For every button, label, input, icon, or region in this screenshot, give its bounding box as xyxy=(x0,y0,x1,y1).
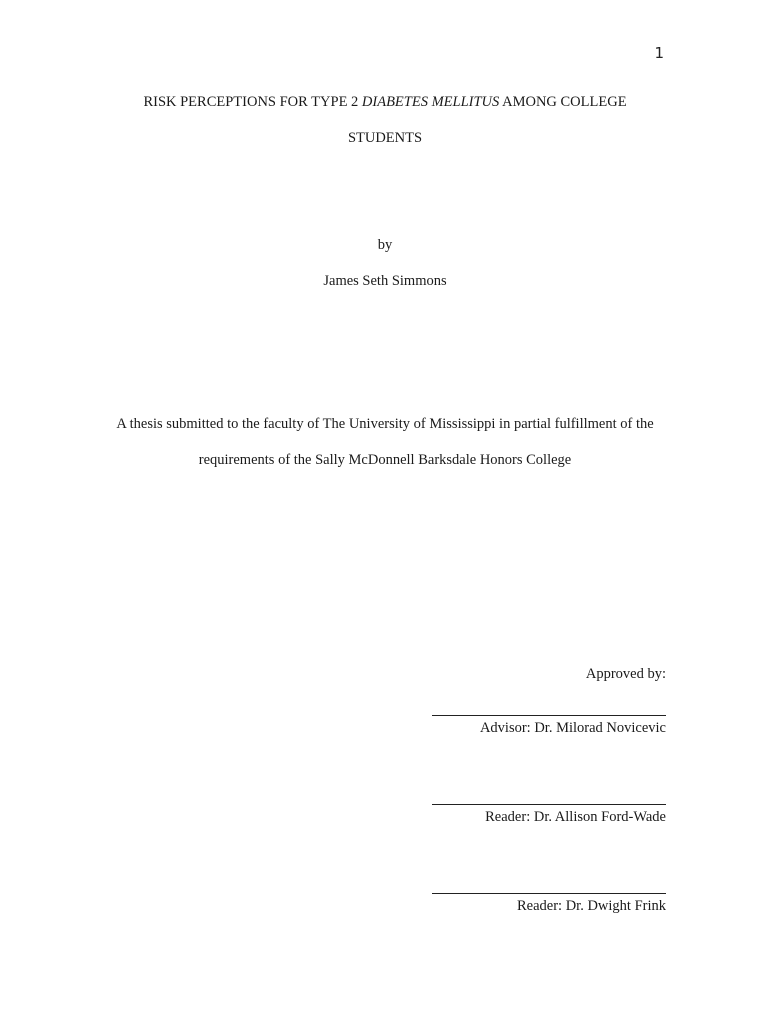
title-italic-term: DIABETES MELLITUS xyxy=(361,94,500,110)
submission-statement-line-1: A thesis submitted to the faculty of The University of Mississippi in partial fulfillment of the xyxy=(116,416,654,432)
thesis-title-line-1 xyxy=(0,92,770,112)
reader-1-signature-label: Reader: Dr. Allison Ford-Wade xyxy=(485,809,666,825)
author-name: James Seth Simmons xyxy=(323,273,447,289)
by-label: by xyxy=(377,237,393,253)
reader-2-signature-line xyxy=(432,893,666,894)
reader-1-signature-line xyxy=(432,804,666,805)
title-text-before: RISK PERCEPTIONS FOR TYPE 2 xyxy=(143,94,362,110)
approved-by-label: Approved by: xyxy=(585,666,666,682)
title-text-after: AMONG COLLEGE xyxy=(499,94,627,110)
page-number: 1 xyxy=(654,44,664,62)
reader-2-signature-label: Reader: Dr. Dwight Frink xyxy=(516,898,666,914)
thesis-title-line-2: STUDENTS xyxy=(347,130,423,146)
advisor-signature-line xyxy=(432,715,666,716)
advisor-signature-label: Advisor: Dr. Milorad Novicevic xyxy=(479,720,666,736)
submission-statement-line-2: requirements of the Sally McDonnell Barksdale Honors College xyxy=(198,452,572,468)
